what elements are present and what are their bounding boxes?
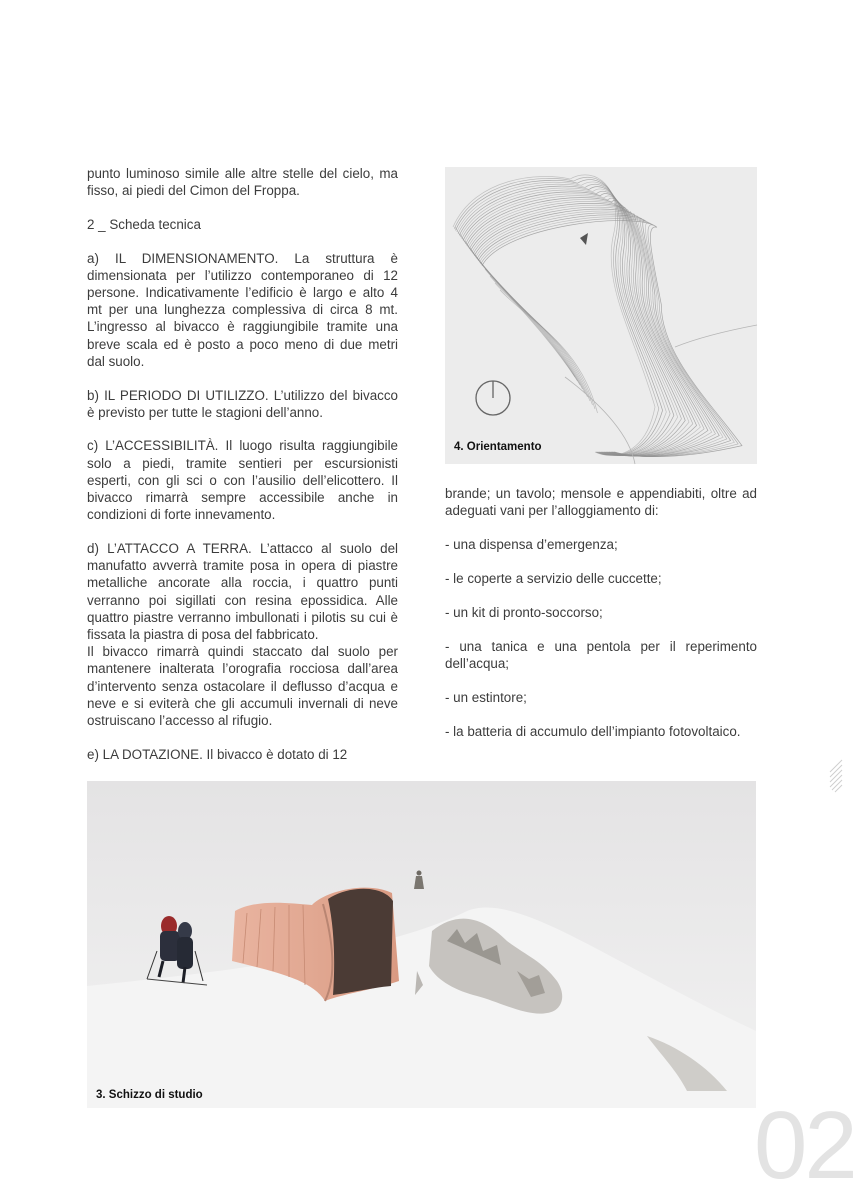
orientation-map bbox=[445, 167, 757, 464]
equipment-intro: brande; un tavolo; mensole e appendiabiti, oltre ad adeguati vani per l’alloggiamento di: bbox=[445, 486, 757, 519]
equipment-item: - la batteria di accumulo dell’impianto fotovoltaico. bbox=[445, 724, 741, 740]
photo-caption: 3. Schizzo di studio bbox=[96, 1089, 203, 1101]
paragraph-equipment: e) LA DOTAZIONE. Il bivacco è dotato di 12 bbox=[87, 746, 348, 762]
section-heading: 2 _ Scheda tecnica bbox=[87, 216, 201, 232]
paragraph-accessibility: c) L’ACCESSIBILITÀ. Il luogo risulta raggiungibile solo a piedi, tramite sentieri per escursionisti esperti, con gli sci o con l’ausilio dell’elicottero. Il bivacco rimarrà sempre accessibile anche in condizioni di forte innevamento. bbox=[87, 438, 398, 523]
equipment-item: - un kit di pronto-soccorso; bbox=[445, 605, 603, 621]
study-sketch-photo bbox=[87, 781, 756, 1108]
paragraph-usage-period: b) IL PERIODO DI UTILIZZO. L’utilizzo del bivacco è previsto per tutte le stagioni dell’anno. bbox=[87, 387, 398, 420]
right-text-column bbox=[445, 485, 757, 757]
page-number: 02 bbox=[754, 1092, 855, 1199]
location-marker-icon bbox=[580, 233, 588, 245]
equipment-item: - una tanica e una pentola per il reperimento dell’acqua; bbox=[445, 639, 757, 672]
paragraph-intro: punto luminoso simile alle altre stelle del cielo, ma fisso, ai piedi del Cimon del Froppa. bbox=[87, 166, 398, 199]
paragraph-dimensioning: a) IL DIMENSIONAMENTO. La struttura è dimensionata per l’utilizzo contemporaneo di 12 persone. Indicativamente l’edificio è largo e alto 4 mt per una lunghezza complessiva di circa 8 mt. L’ingresso al bivacco è raggiungibile tramite una breve scala ed è posto a poco meno di due metri dal suolo. bbox=[87, 250, 398, 369]
paragraph-ground-attachment: d) L’ATTACCO A TERRA. L’attacco al suolo del manufatto avverrà tramite posa in opera di piastre metalliche ancorate alla roccia, i quattro punti verranno poi sigillati con resina epossidica. Alle quattro piastre verranno imbullonati i pilotis su cui è fissata la piastra di posa del fabbricato. bbox=[87, 540, 398, 642]
equipment-item: - le coperte a servizio delle cuccette; bbox=[445, 571, 662, 587]
left-text-column bbox=[87, 165, 398, 779]
map-caption: 4. Orientamento bbox=[454, 441, 542, 453]
north-compass-icon bbox=[476, 381, 510, 415]
page-edge-hatch bbox=[828, 760, 842, 794]
paragraph-ground-attachment-2: Il bivacco rimarrà quindi staccato dal suolo per mantenere inalterata l’orografia rocciosa dall’area d’intervento senza ostacolare il deflusso d’acqua e neve e si eviterà che gli accumuli invernali di neve ostruiscano l’accesso al rifugio. bbox=[87, 644, 398, 728]
equipment-item: - un estintore; bbox=[445, 690, 527, 706]
equipment-item: - una dispensa d’emergenza; bbox=[445, 537, 618, 553]
